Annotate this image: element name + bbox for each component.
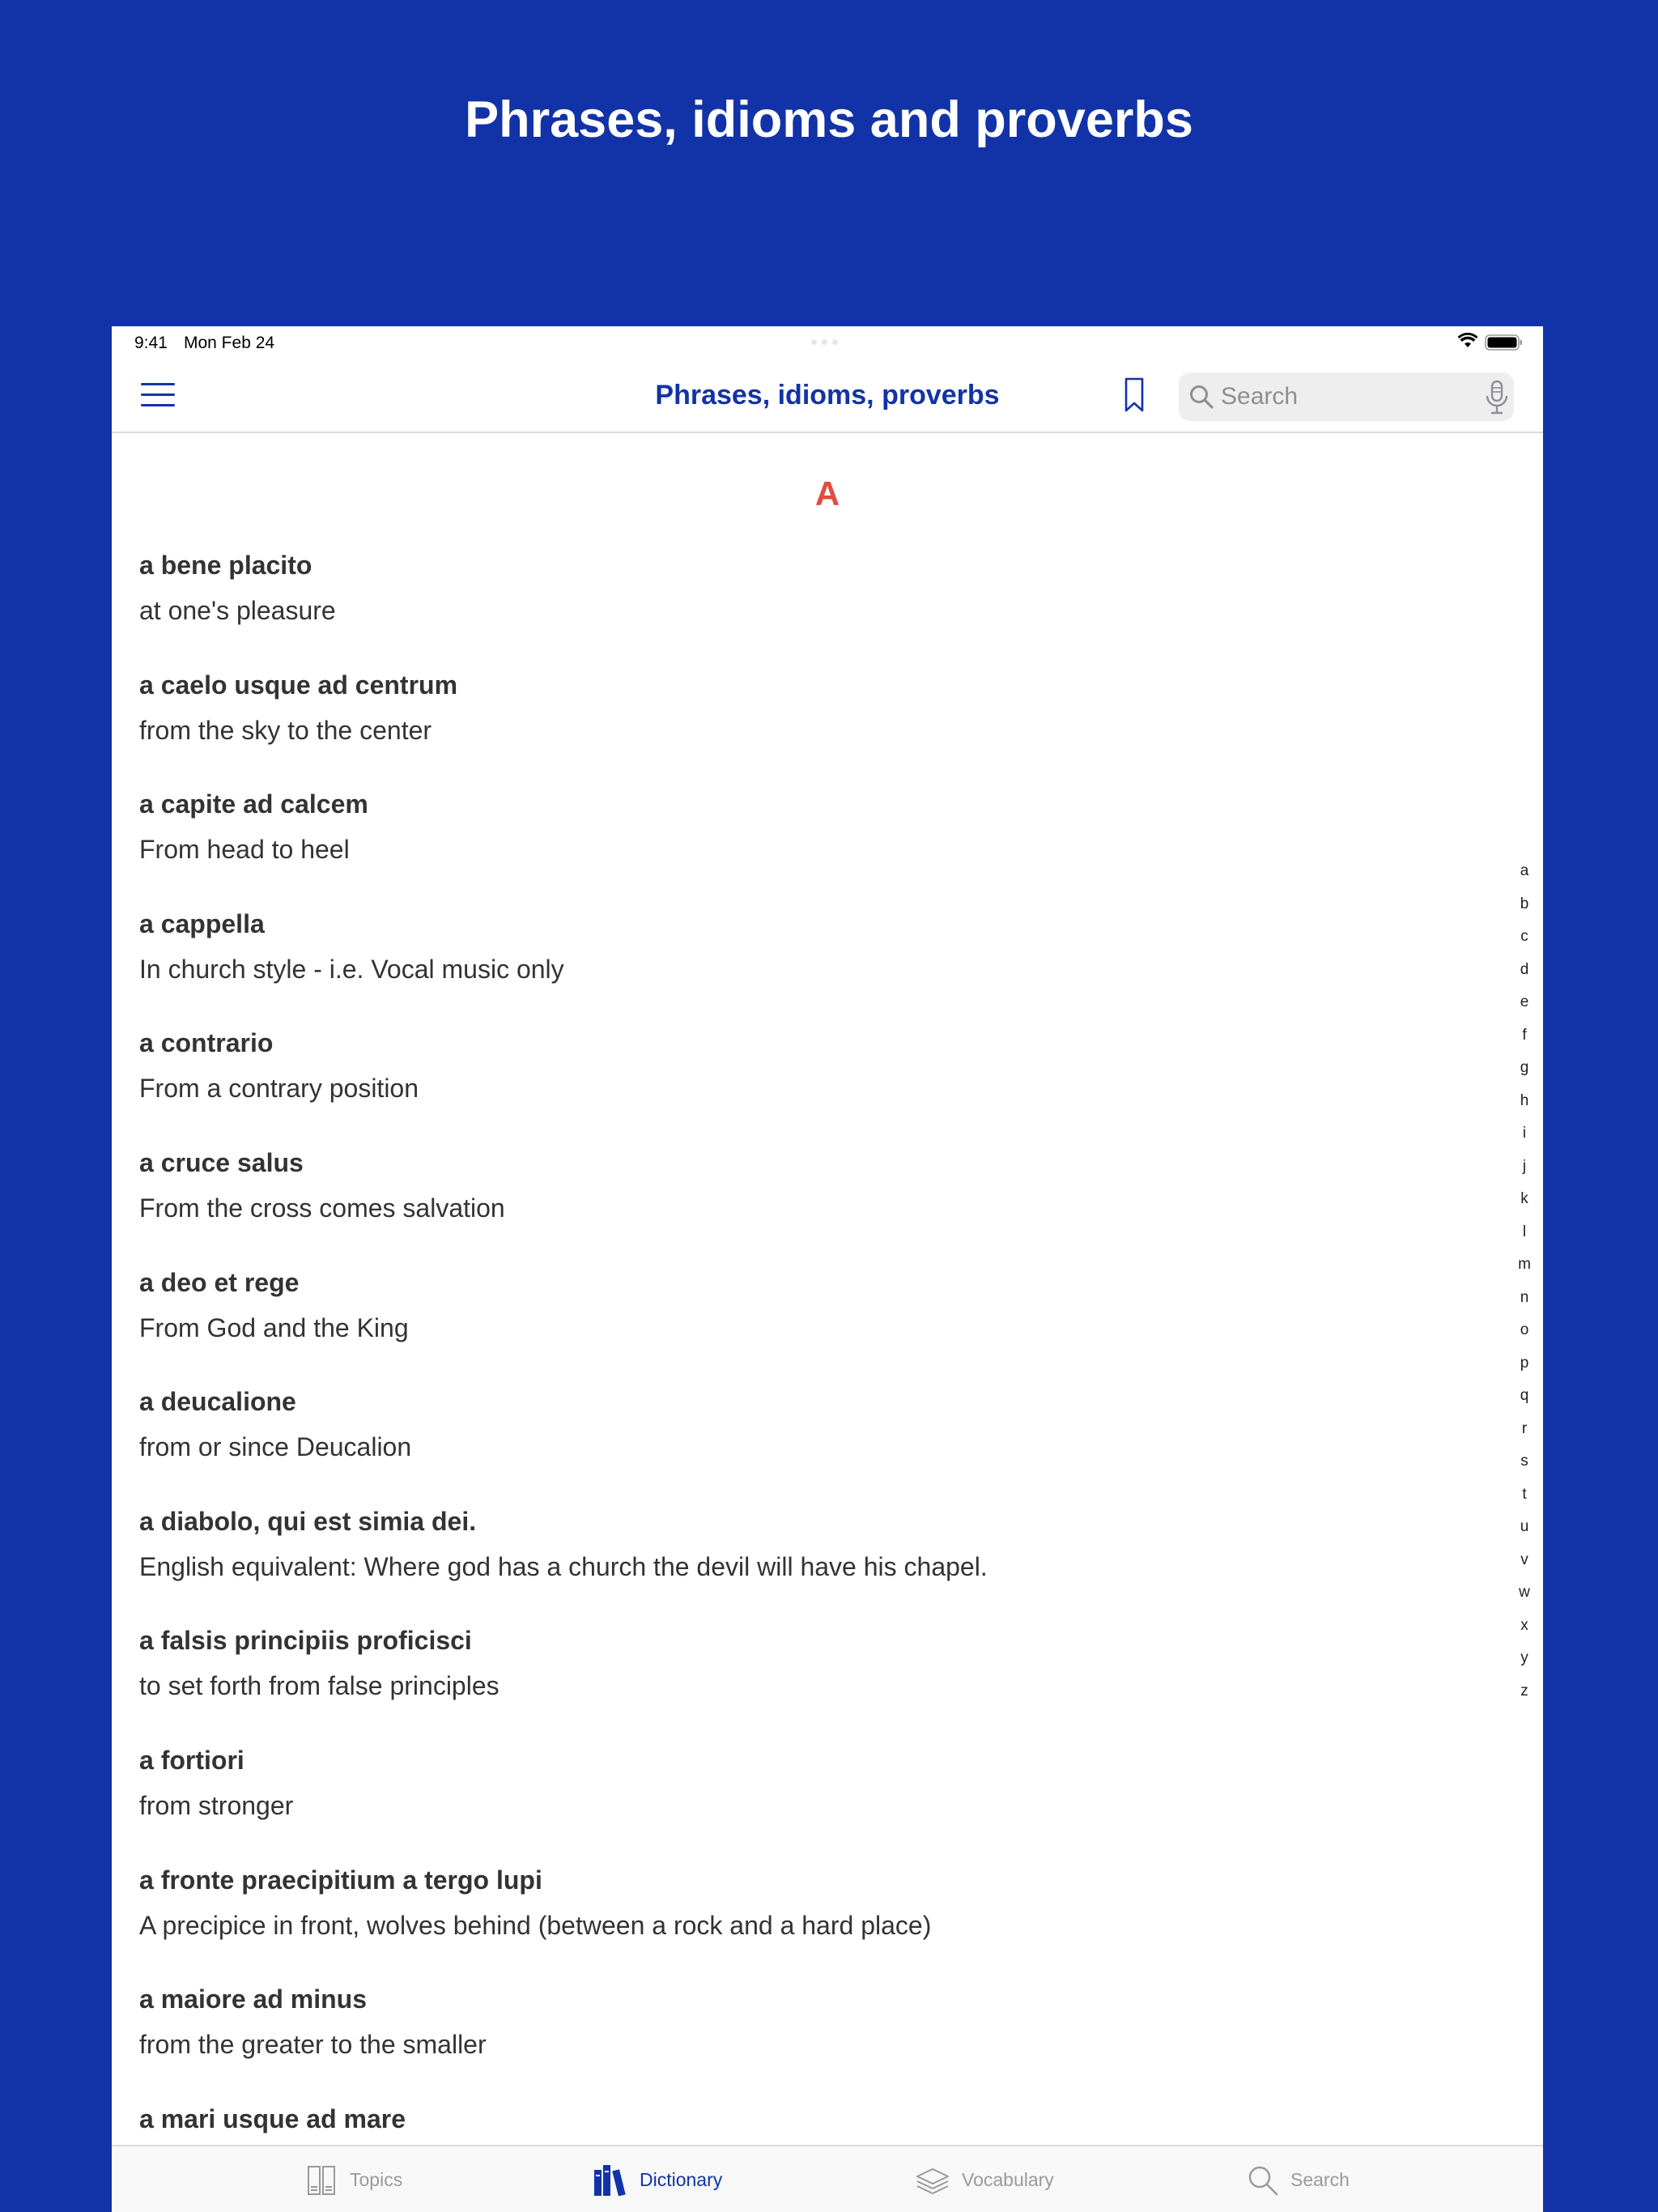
index-letter-r[interactable]: r [1521, 1419, 1528, 1437]
index-letter-e[interactable]: e [1520, 993, 1529, 1010]
phrase-definition: to set forth from false principles [139, 1671, 500, 1701]
phrase-list [139, 549, 1483, 2212]
index-letter-t[interactable]: t [1522, 1485, 1527, 1503]
vocabulary-icon [915, 2166, 950, 2195]
phrase-term: a cruce salus [139, 1147, 304, 1177]
phrase-definition: English equivalent: Where god has a church the devil will have his chapel. [139, 1551, 988, 1581]
magnifier-icon [1188, 384, 1214, 410]
dictionary-icon [593, 2163, 628, 2197]
status-time: 9:41 [134, 334, 168, 352]
microphone-icon[interactable] [1485, 380, 1509, 415]
navigation-bar [112, 359, 1543, 433]
index-letter-s[interactable]: s [1520, 1453, 1528, 1470]
multitasking-dots-icon[interactable] [811, 339, 838, 345]
page-title: Phrases, idioms, proverbs [655, 380, 1000, 410]
list-item[interactable] [139, 1864, 1483, 1984]
list-item[interactable] [139, 1146, 1483, 1266]
phrase-term: a capite ad calcem [139, 789, 368, 819]
index-letter-c[interactable]: c [1520, 928, 1528, 945]
bookmark-icon[interactable] [1122, 376, 1146, 414]
index-letter-f[interactable]: f [1522, 1026, 1527, 1044]
list-item[interactable] [139, 1624, 1483, 1744]
phrase-term: a fortiori [139, 1745, 244, 1775]
phrase-term: a caelo usque ad centrum [139, 670, 458, 700]
index-letter-h[interactable]: h [1520, 1091, 1529, 1109]
index-letter-y[interactable]: y [1520, 1649, 1528, 1666]
phrase-term: a diabolo, qui est simia dei. [139, 1506, 477, 1536]
index-letter-n[interactable]: n [1520, 1288, 1529, 1306]
promo-banner-title: Phrases, idioms and proverbs [465, 91, 1193, 148]
phrase-definition: In church style - i.e. Vocal music only [139, 954, 564, 984]
index-letter-q[interactable]: q [1520, 1387, 1529, 1404]
index-letter-a[interactable]: a [1520, 862, 1529, 879]
list-item[interactable] [139, 1505, 1483, 1625]
alphabet-index[interactable] [1514, 862, 1535, 1715]
search-bar[interactable] [1179, 372, 1514, 421]
phrase-definition: From the cross comes salvation [139, 1193, 505, 1223]
battery-icon [1485, 334, 1524, 351]
index-letter-u[interactable]: u [1520, 1518, 1529, 1535]
tab-topics[interactable] [306, 2146, 402, 2212]
tab-search-label: Search [1290, 2169, 1350, 2190]
phrase-term: a contrario [139, 1028, 274, 1058]
index-letter-l[interactable]: l [1522, 1223, 1527, 1240]
index-letter-i[interactable]: i [1522, 1125, 1527, 1142]
wifi-icon [1457, 333, 1478, 349]
phrase-term: a fronte praecipitium a tergo lupi [139, 1865, 542, 1895]
phrase-term: a mari usque ad mare [139, 2104, 406, 2133]
tab-vocabulary[interactable] [915, 2146, 1054, 2212]
index-letter-p[interactable]: p [1520, 1354, 1529, 1372]
index-letter-b[interactable]: b [1520, 895, 1529, 912]
phrase-definition: from stronger [139, 1790, 294, 1820]
list-item[interactable] [139, 788, 1483, 908]
search-input[interactable] [1221, 372, 1464, 421]
phrase-term: a maiore ad minus [139, 1984, 367, 2014]
list-item[interactable] [139, 1983, 1483, 2103]
phrase-definition: A precipice in front, wolves behind (between a rock and a hard place) [139, 1910, 932, 1940]
index-letter-w[interactable]: w [1519, 1584, 1530, 1601]
phrase-definition: From head to heel [139, 835, 350, 865]
tab-dictionary-label: Dictionary [640, 2169, 723, 2190]
tab-dictionary[interactable] [593, 2146, 722, 2212]
phrase-definition: From a contrary position [139, 1074, 419, 1104]
tab-bar [112, 2145, 1543, 2212]
list-item[interactable] [139, 1266, 1483, 1386]
section-header-letter: A [814, 474, 840, 513]
index-letter-d[interactable]: d [1520, 960, 1529, 978]
list-item[interactable] [139, 908, 1483, 1027]
index-letter-z[interactable]: z [1520, 1682, 1528, 1699]
phrase-definition: from the greater to the smaller [139, 2030, 487, 2060]
phrase-term: a deucalione [139, 1387, 296, 1417]
index-letter-o[interactable]: o [1520, 1321, 1529, 1338]
phrase-term: a deo et rege [139, 1267, 300, 1297]
list-item[interactable] [139, 1385, 1483, 1505]
list-item[interactable] [139, 1744, 1483, 1864]
phrase-term: a cappella [139, 908, 265, 938]
index-letter-j[interactable]: j [1522, 1157, 1527, 1175]
phrase-term: a falsis principiis proficisci [139, 1626, 472, 1656]
phrase-definition: from or since Deucalion [139, 1432, 412, 1462]
tab-vocabulary-label: Vocabulary [962, 2169, 1054, 2190]
index-letter-v[interactable]: v [1520, 1551, 1528, 1568]
phrase-definition: From God and the King [139, 1312, 409, 1342]
status-date: Mon Feb 24 [184, 334, 275, 352]
tab-search[interactable] [1247, 2146, 1350, 2212]
list-item[interactable] [139, 669, 1483, 789]
search-icon [1247, 2164, 1279, 2197]
status-bar [112, 326, 1543, 359]
index-letter-k[interactable]: k [1520, 1190, 1528, 1207]
topics-icon [306, 2164, 338, 2197]
index-letter-x[interactable]: x [1520, 1616, 1528, 1634]
tab-topics-label: Topics [350, 2169, 403, 2190]
index-letter-g[interactable]: g [1520, 1059, 1529, 1076]
phrase-definition: from the sky to the center [139, 715, 432, 745]
list-item[interactable] [139, 1027, 1483, 1146]
index-letter-m[interactable]: m [1518, 1256, 1531, 1273]
device-screen [112, 326, 1543, 2212]
list-item[interactable] [139, 549, 1483, 669]
phrase-term: a bene placito [139, 551, 312, 580]
phrase-definition: at one's pleasure [139, 596, 336, 625]
